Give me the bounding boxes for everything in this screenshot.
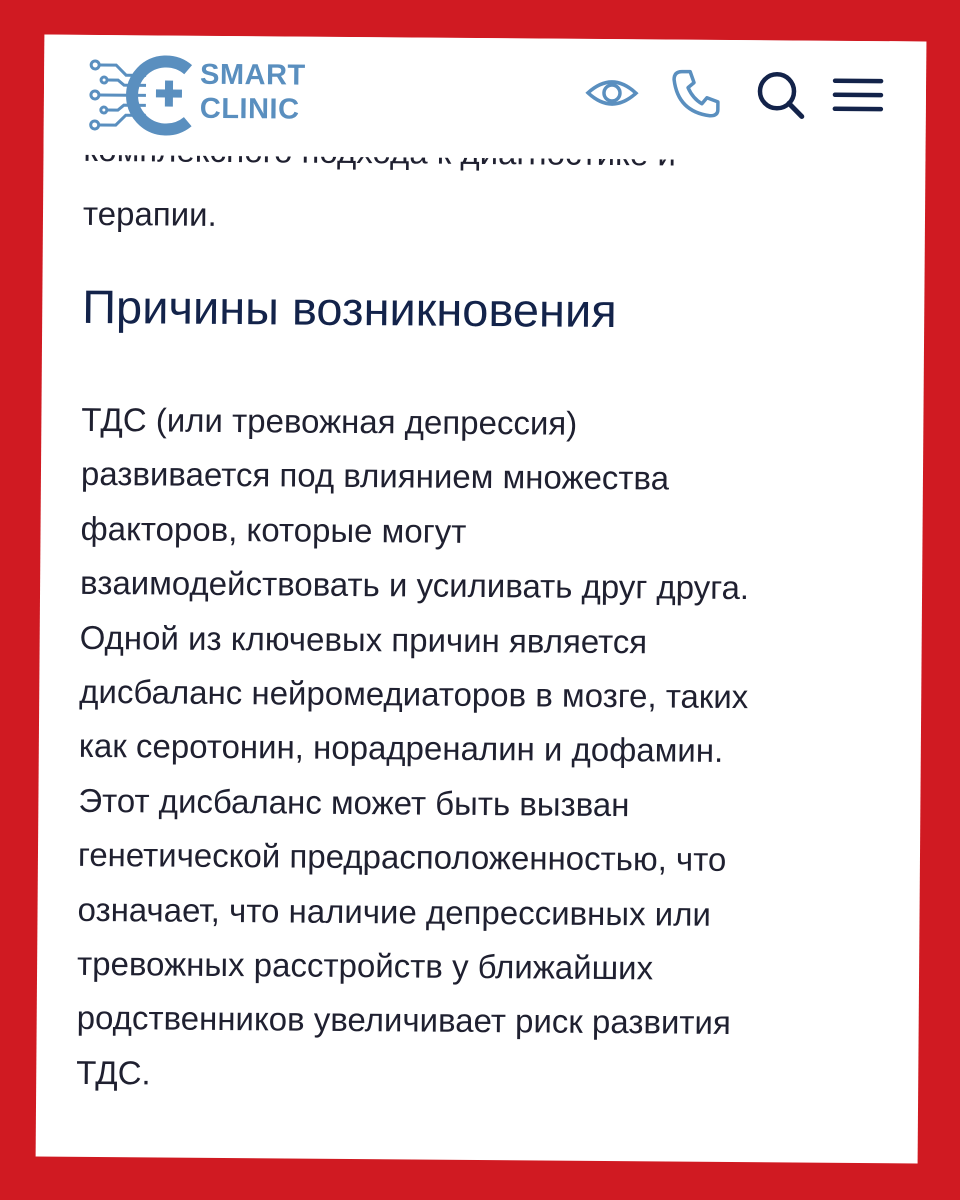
eye-icon[interactable] [584,65,640,121]
logo-wordmark [200,58,306,127]
site-header [43,35,926,162]
logo-circuit-icon [88,55,201,136]
section-heading: Причины возникновения [82,279,617,338]
section-paragraph: ТДС (или тревожная депрессия) развивается под влиянием множества факторов, которые могут взаимодействовать и усиливать друг друга. Одной из ключевых причин является дисбаланс нейромедиаторов в мозге, таких как серотонин, норадреналин и дофамин. Этот дисбаланс может быть вызван генетической предрасположенностью, что означает, что наличие депрессивных или тревожных расстройств у ближайших родственников увеличивает риск развития ТДС. [76,400,750,1092]
article-content [76,187,883,1107]
search-icon[interactable] [752,66,808,122]
smart-clinic-logo[interactable] [88,55,329,137]
phone-screenshot-card [36,35,927,1164]
logo-line-smart: SMART [199,58,306,92]
menu-icon[interactable] [830,67,886,123]
trailing-text: терапии. [82,194,217,233]
phone-icon[interactable] [668,65,724,121]
logo-line-clinic: CLINIC [199,92,300,126]
